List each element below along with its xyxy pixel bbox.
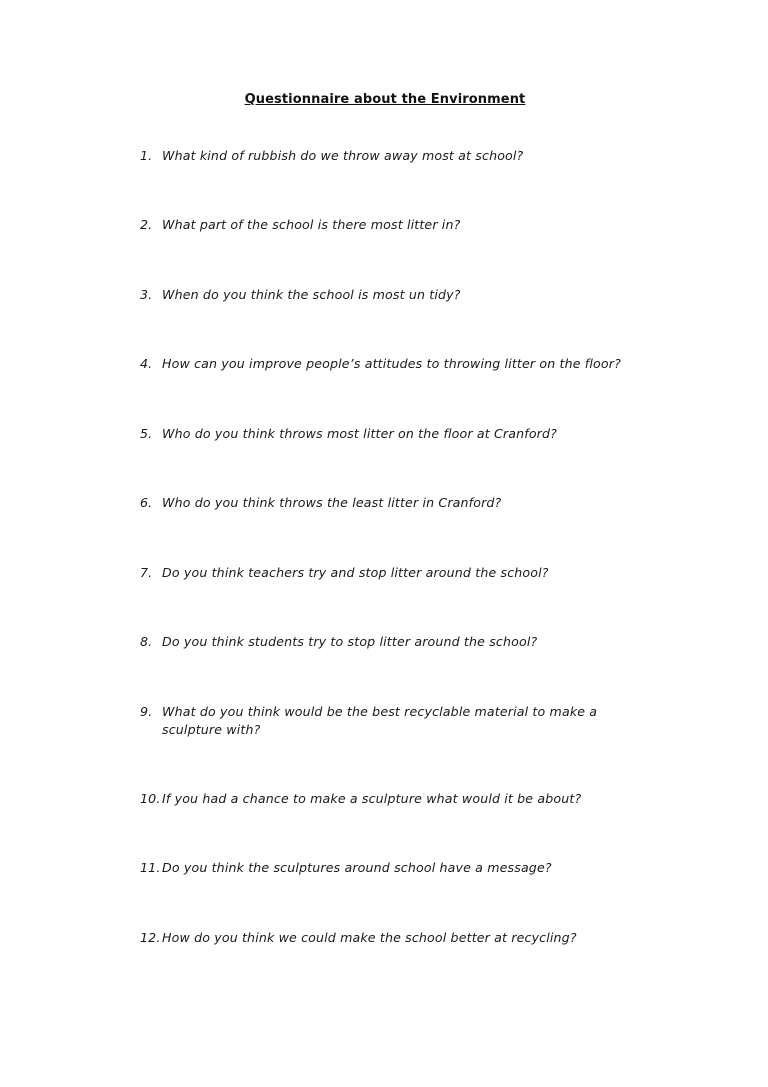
question-text: How can you improve people’s attitudes to throwing litter on the floor?	[162, 356, 621, 371]
question-8	[140, 633, 680, 651]
question-number: 5.	[140, 426, 153, 441]
question-11	[140, 859, 680, 877]
question-text: How do you think we could make the school better at recycling?	[162, 930, 577, 945]
question-text: Who do you think throws the least litter in Cranford?	[162, 495, 502, 510]
question-number: 10.	[140, 791, 161, 806]
question-9	[140, 703, 680, 739]
question-text: If you had a chance to make a sculpture what would it be about?	[162, 791, 582, 806]
question-4	[140, 355, 680, 373]
question-text: What part of the school is there most litter in?	[162, 217, 461, 232]
question-text: What kind of rubbish do we throw away most at school?	[162, 148, 524, 163]
question-6	[140, 494, 680, 512]
question-number: 11.	[140, 860, 161, 875]
question-2	[140, 216, 680, 234]
question-number: 2.	[140, 217, 153, 232]
question-text: When do you think the school is most un tidy?	[162, 287, 461, 302]
question-12	[140, 929, 680, 947]
question-text: Do you think teachers try and stop litter around the school?	[162, 565, 549, 580]
question-number: 7.	[140, 565, 153, 580]
question-1	[140, 147, 680, 165]
title-text: Questionnaire about the Environment	[244, 92, 526, 107]
question-number: 3.	[140, 287, 153, 302]
question-number: 8.	[140, 634, 153, 649]
question-text: Who do you think throws most litter on the floor at Cranford?	[162, 426, 557, 441]
question-text: Do you think students try to stop litter around the school?	[162, 634, 538, 649]
question-number: 6.	[140, 495, 153, 510]
question-number: 9.	[140, 704, 153, 719]
question-number: 1.	[140, 148, 153, 163]
question-number: 4.	[140, 356, 153, 371]
document-title	[0, 92, 768, 107]
question-number: 12.	[140, 930, 161, 945]
question-5	[140, 425, 680, 443]
question-3	[140, 286, 680, 304]
question-text: What do you think would be the best recyclable material to make a	[162, 704, 598, 719]
question-7	[140, 564, 680, 582]
question-text: Do you think the sculptures around school have a message?	[162, 860, 552, 875]
question-text-continued: sculpture with?	[162, 722, 261, 737]
question-10	[140, 790, 680, 808]
